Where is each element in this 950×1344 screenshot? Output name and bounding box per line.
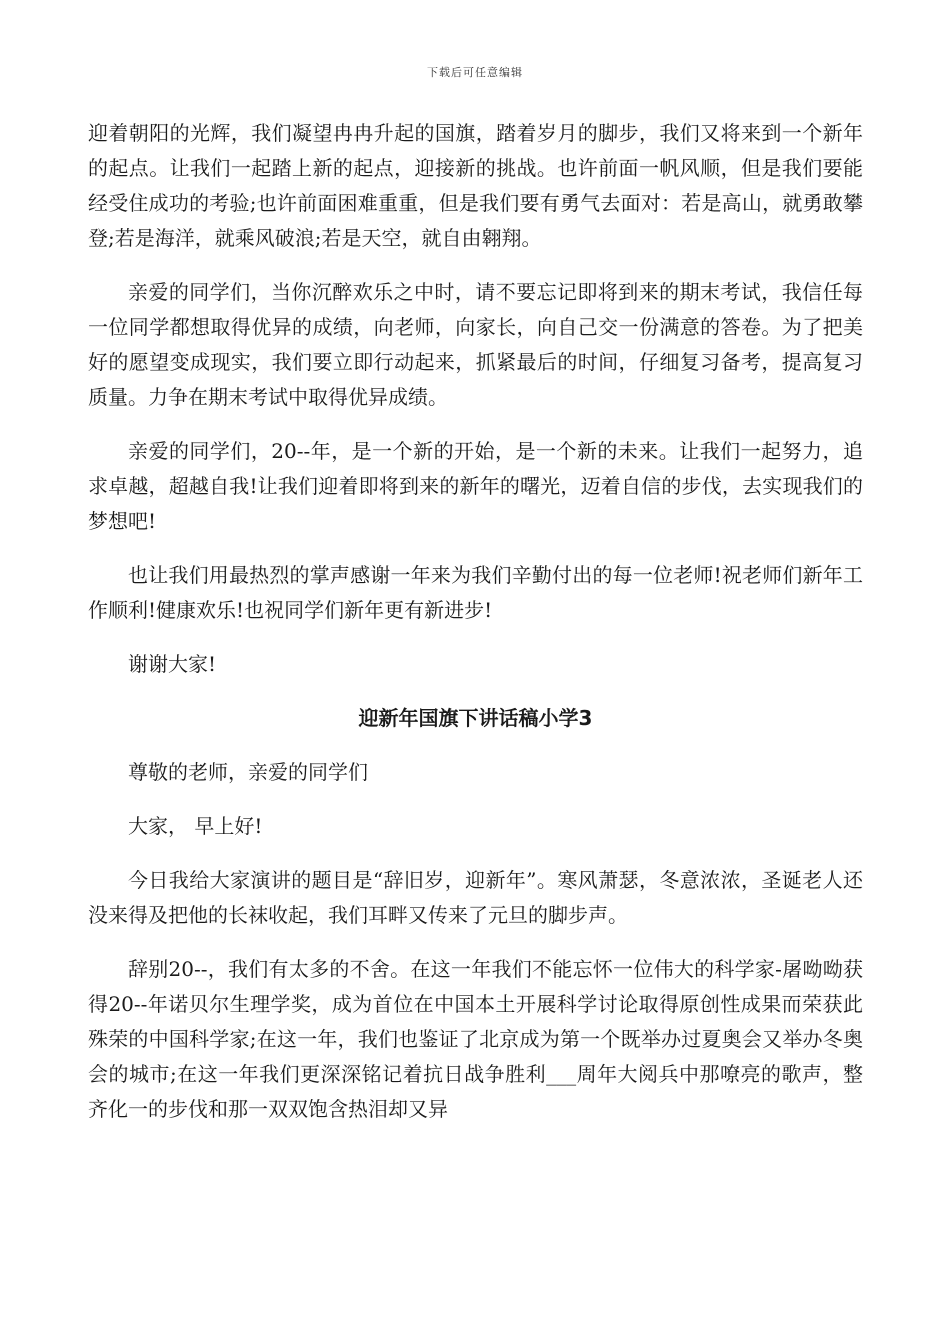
paragraph-6: 今日我给大家演讲的题目是“辞旧岁，迎新年”。寒风萧瑟，冬意浓浓，圣诞老人还没来得及把他的长袜收起，我们耳畔又传来了元旦的脚步声。 [88,868,863,927]
paragraph-1: 迎着朝阳的光辉，我们凝望冉冉升起的国旗，踏着岁月的脚步，我们又将来到一个新年的起点。让我们一起踏上新的起点，迎接新的挑战。也许前面一帆风顺，但是我们要能经受住成功的考验;也许前面困难重重，但是我们要有勇气去面对：若是高山，就勇敢攀登;若是海洋，就乘风破浪;若是天空，就自由翱翔。 [88,121,863,250]
paragraph-3: 亲爱的同学们，20--年，是一个新的开始，是一个新的未来。让我们一起努力，追求卓越，超越自我!让我们迎着即将到来的新年的曙光，迈着自信的步伐，去实现我们的梦想吧! [88,439,863,533]
greeting: 大家， 早上好! [128,814,263,838]
paragraph-4: 也让我们用最热烈的掌声感谢一年来为我们辛勤付出的每一位老师!祝老师们新年工作顺利!健康欢乐!也祝同学们新年更有新进步! [88,563,863,622]
page-header: 下载后可任意编辑 [427,66,523,79]
paragraph-5: 谢谢大家! [128,652,217,676]
paragraph-2: 亲爱的同学们，当你沉醉欢乐之中时，请不要忘记即将到来的期末考试，我信任每一位同学都想取得优异的成绩，向老师，向家长，向自己交一份满意的答卷。为了把美好的愿望变成现实，我们要立即行动起来，抓紧最后的时间，仔细复习备考，提高复习质量。力争在期末考试中取得优异成绩。 [88,280,863,409]
paragraph-7: 辞别20--，我们有太多的不舍。在这一年我们不能忘怀一位伟大的科学家-屠呦呦获得20--年诺贝尔生理学奖，成为首位在中国本土开展科学讨论取得原创性成果而荣获此殊荣的中国科学家;在这一年，我们也鉴证了北京成为第一个既举办过夏奥会又举办冬奥会的城市;在这一年我们更深深铭记着抗日战争胜利___周年大阅兵中那嘹亮的歌声，整齐化一的步伐和那一双双饱含热泪却又异 [88,957,863,1121]
document-body [88,116,863,1146]
section-title: 迎新年国旗下讲话稿小学3 [358,706,593,730]
salutation: 尊敬的老师，亲爱的同学们 [128,760,368,784]
